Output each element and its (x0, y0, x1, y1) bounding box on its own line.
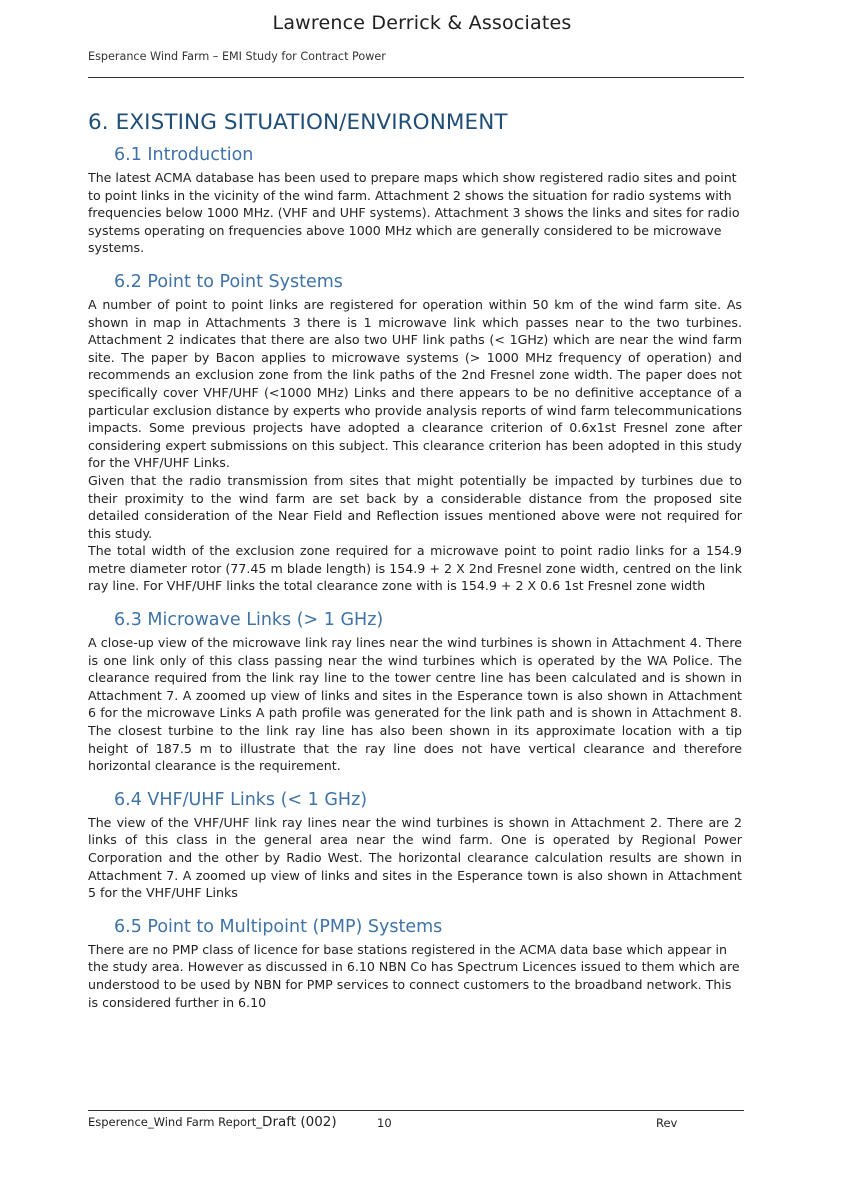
section-paragraph: Given that the radio transmission from sites that might potentially be impacted by turbines due to their proximity to the wind farm are set back by a considerable distance from the proposed site detailed consideration of the Near Field and Reflection issues mentioned above were not required for this study. (88, 472, 742, 541)
section-paragraph: The latest ACMA database has been used to prepare maps which show registered radio sites and point to point links in the vicinity of the wind farm. Attachment 2 shows the situation for radio systems with frequencies below 1000 MHz. (VHF and UHF systems). Attachment 3 shows the links and sites for radio systems operating on frequencies above 1000 MHz which are generally considered to be microwave systems. (88, 170, 740, 256)
footer-divider (88, 1110, 744, 1111)
section-vhf-uhf-links (88, 790, 742, 902)
footer-doc-name-prefix: Esperence_Wind Farm Report_ (88, 1115, 263, 1129)
section-paragraph: The total width of the exclusion zone required for a microwave point to point radio links for a 154.9 metre diameter rotor (77.45 m blade length) is 154.9 + 2 X 2nd Fresnel zone width, centred on the link ray line. For VHF/UHF links the total clearance zone with is 154.9 + 2 X 0.6 1st Fresnel zone width (88, 543, 742, 594)
section-heading: 6.1 Introduction (114, 145, 254, 165)
revision-label: Rev (656, 1116, 678, 1130)
chapter-title: 6. EXISTING SITUATION/ENVIRONMENT (88, 110, 508, 135)
section-heading: 6.3 Microwave Links (> 1 GHz) (114, 610, 384, 631)
section-heading: 6.4 VHF/UHF Links (< 1 GHz) (114, 789, 368, 810)
page-number: 10 (377, 1116, 392, 1130)
section-heading: 6.2 Point to Point Systems (114, 271, 343, 292)
page-body (88, 110, 742, 1026)
footer-doc-name-draft: Draft (002) (262, 1114, 337, 1130)
section-microwave-links (88, 610, 742, 775)
footer-document-name (88, 1114, 337, 1130)
section-paragraph: A close-up view of the microwave link ray lines near the wind turbines is shown in Attachment 4. There is one link only of this class passing near the wind turbines which is operated by the WA Police. The clearance required from the link ray line to the tower centre line has been calculated and is shown in Attachment 7. A zoomed up view of links and sites in the Esperance town is also shown in Attachment 6 for the microwave Links A path profile was generated for the link path and is shown in Attachment 8. The closest turbine to the link ray line has also been shown in its approximate location with a tip height of 187.5 m to illustrate that the ray line does not have vertical clearance and therefore horizontal clearance is the requirement. (88, 635, 742, 774)
company-name: Lawrence Derrick & Associates (272, 12, 572, 34)
section-point-to-point (88, 272, 742, 595)
section-heading: 6.5 Point to Multipoint (PMP) Systems (114, 916, 443, 937)
section-introduction (88, 145, 742, 257)
section-paragraph: There are no PMP class of licence for base stations registered in the ACMA data base which appear in the study area. However as discussed in 6.10 NBN Co has Spectrum Licences issued to them which are understood to be used by NBN for PMP services to connect customers to the broadband network. This is considered further in 6.10 (88, 941, 740, 1010)
document-subtitle: Esperance Wind Farm – EMI Study for Contract Power (88, 50, 386, 63)
section-pmp-systems (88, 917, 742, 1011)
section-paragraph: A number of point to point links are registered for operation within 50 km of the wind farm site. As shown in map in Attachments 3 there is 1 microwave link which passes near to the two turbines. Attachment 2 indicates that there are also two UHF link paths (< 1GHz) which are near the wind farm site. The paper by Bacon applies to microwave systems (> 1000 MHz frequency of operation) and recommends an exclusion zone from the link paths of the 2nd Fresnel zone width. The paper does not specifically cover VHF/UHF (<1000 MHz) Links and there appears to be no definitive acceptance of a particular exclusion distance by experts who provide analysis reports of wind farm telecommunications impacts. Some previous projects have adopted a clearance criterion of 0.6x1st Fresnel zone after considering expert submissions on this subject. This clearance criterion has been adopted in this study for the VHF/UHF Links. (88, 296, 742, 471)
header-divider (88, 77, 744, 78)
section-paragraph: The view of the VHF/UHF link ray lines near the wind turbines is shown in Attachment 2. There are 2 links of this class in the general area near the wind farm. One is operated by Regional Power Corporation and the other by Radio West. The horizontal clearance calculation results are shown in Attachment 7. A zoomed up view of links and sites in the Esperance town is also shown in Attachment 5 for the VHF/UHF Links (88, 814, 742, 901)
